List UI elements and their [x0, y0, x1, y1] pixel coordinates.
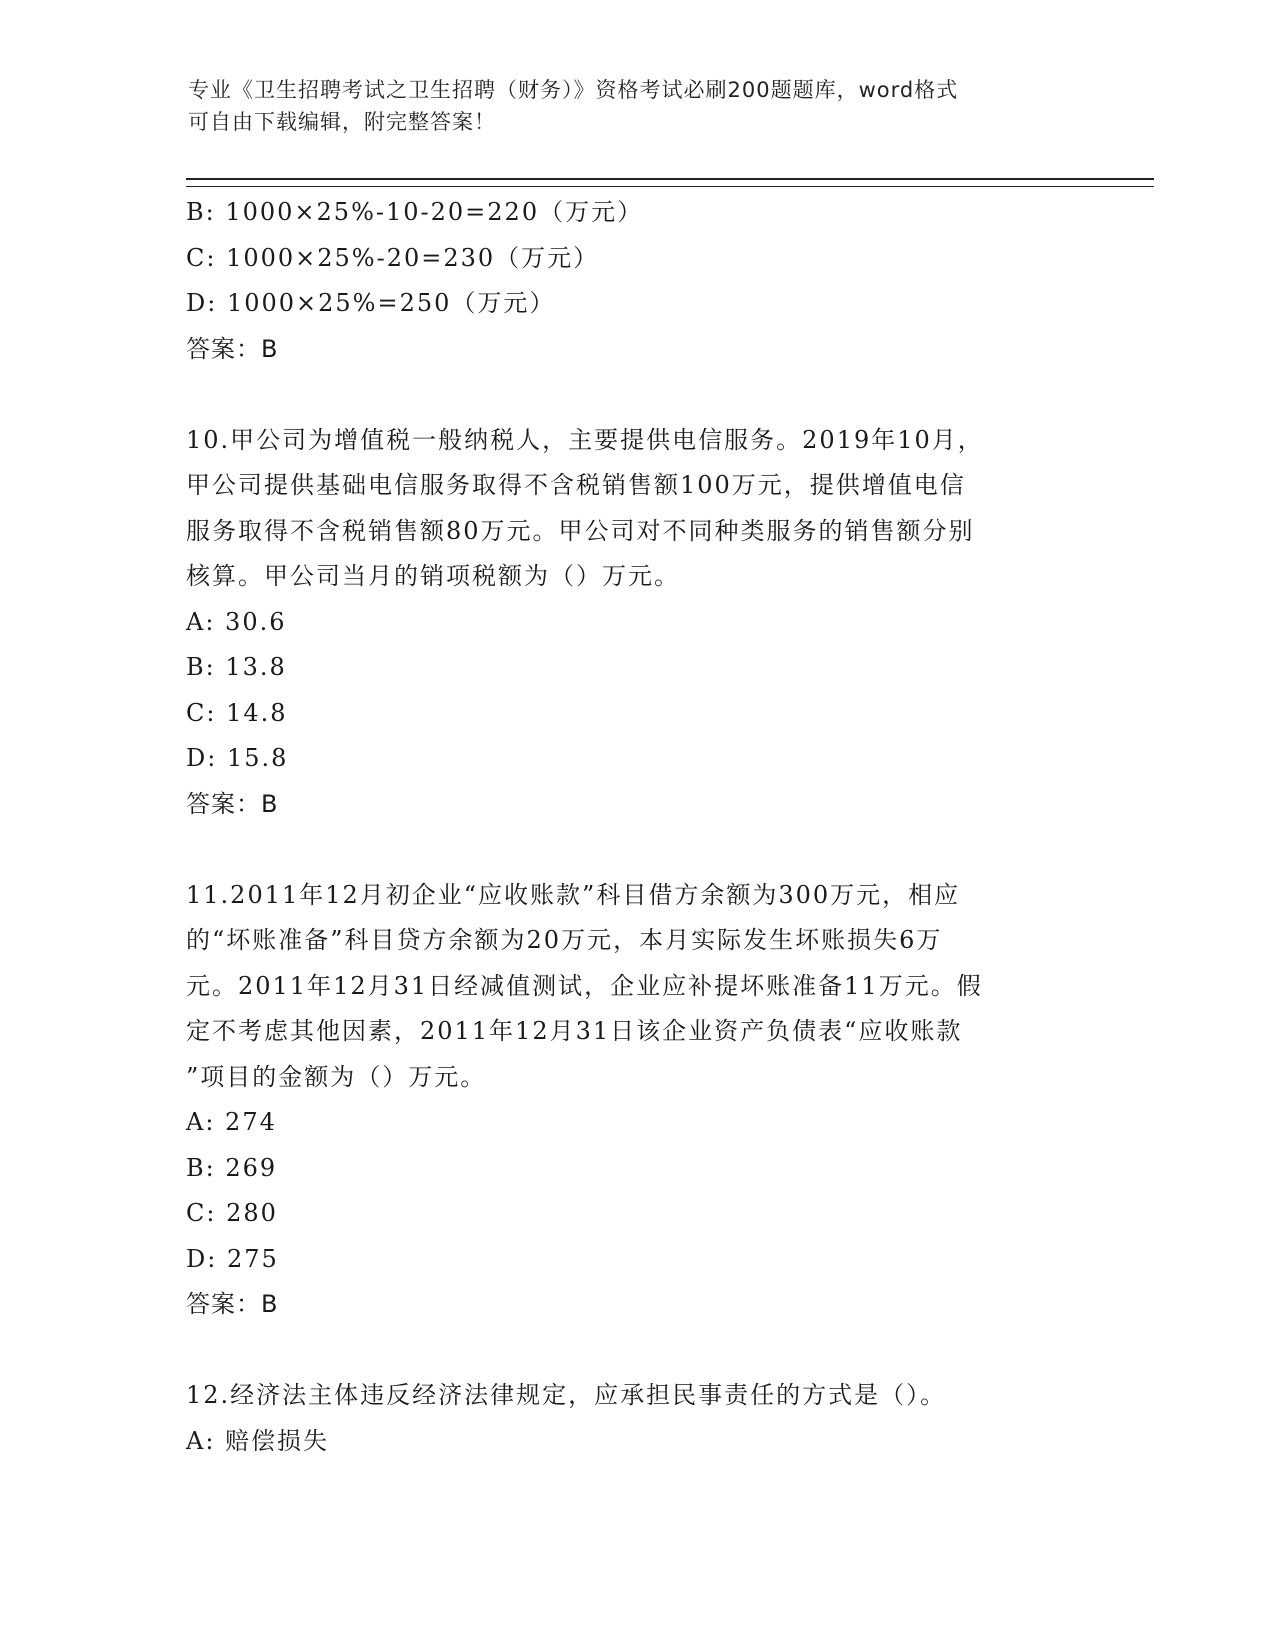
option-b: B: 1000×25%-10-20=220（万元）: [186, 198, 644, 226]
option-c: C: 280: [186, 1199, 278, 1227]
option-b: B: 269: [186, 1153, 278, 1182]
answer-label: 答案：B: [186, 1290, 279, 1318]
option-b: B: 13.8: [186, 653, 287, 681]
question-text-line: ”项目的金额为（）万元。: [186, 1062, 487, 1091]
question-text-line: 服务取得不含税销售额80万元。甲公司对不同种类服务的销售额分别: [186, 516, 975, 545]
answer-label: 答案：B: [186, 334, 279, 363]
option-a: A: 274: [186, 1108, 277, 1136]
answer-label: 答案：B: [186, 789, 279, 818]
question-11: [186, 873, 1086, 1328]
question-text-line: 甲公司提供基础电信服务取得不含税销售额100万元，提供增值电信: [186, 471, 966, 499]
option-c: C: 14.8: [186, 698, 288, 727]
question-text-line: 的“坏账准备”科目贷方余额为20万元，本月实际发生坏账损失6万: [186, 926, 943, 954]
question-12: [186, 1373, 1086, 1464]
question-text-line: 11.2011年12月初企业“应收账款”科目借方余额为300万元，相应: [186, 880, 961, 909]
document-body: [186, 190, 1086, 1464]
header-title-line-2: 可自由下载编辑，附完整答案！: [188, 110, 496, 134]
header-title-line-1: 专业《卫生招聘考试之卫生招聘（财务）》资格考试必刷200题题库，word格式: [188, 78, 959, 102]
header-divider: [186, 178, 1154, 187]
question-text-line: 元。2011年12月31日经减值测试，企业应补提坏账准备11万元。假: [186, 971, 983, 1000]
question-text-line: 12.经济法主体违反经济法律规定，应承担民事责任的方式是（）。: [186, 1381, 947, 1409]
previous-question-options: [186, 190, 1086, 372]
option-d: D: 15.8: [186, 744, 289, 772]
question-10: [186, 418, 1086, 828]
question-gap: [186, 1328, 1086, 1374]
question-text-line: 定不考虑其他因素，2011年12月31日该企业资产负债表“应收账款: [186, 1017, 963, 1045]
option-d: D: 275: [186, 1244, 279, 1273]
option-c: C: 1000×25%-20=230（万元）: [186, 243, 600, 272]
question-gap: [186, 372, 1086, 418]
question-text-line: 核算。甲公司当月的销项税额为（）万元。: [186, 562, 680, 590]
option-d: D: 1000×25%=250（万元）: [186, 289, 556, 317]
option-a: A: 30.6: [186, 607, 287, 636]
option-a: A: 赔偿损失: [186, 1426, 330, 1455]
question-gap: [186, 827, 1086, 873]
page-header: [188, 74, 1108, 138]
question-text-line: 10.甲公司为增值税一般纳税人，主要提供电信服务。2019年10月，: [186, 425, 984, 454]
